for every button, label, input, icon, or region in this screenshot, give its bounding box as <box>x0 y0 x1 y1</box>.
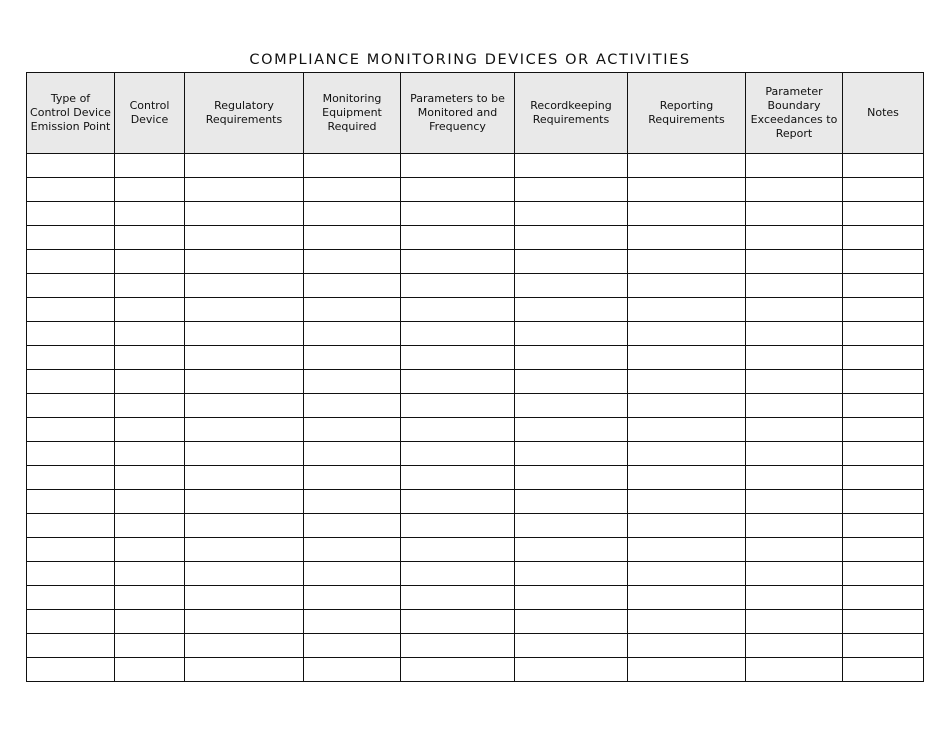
table-cell[interactable] <box>27 394 115 418</box>
table-cell[interactable] <box>304 610 401 634</box>
page-title: COMPLIANCE MONITORING DEVICES OR ACTIVITIES <box>249 52 691 68</box>
table-cell[interactable] <box>115 322 185 346</box>
table-cell[interactable] <box>115 466 185 490</box>
table-cell[interactable] <box>401 514 515 538</box>
table-cell[interactable] <box>746 586 843 610</box>
table-cell[interactable] <box>515 250 628 274</box>
table-cell[interactable] <box>27 610 115 634</box>
table-cell[interactable] <box>401 658 515 682</box>
table-cell[interactable] <box>115 418 185 442</box>
table-cell[interactable] <box>746 178 843 202</box>
header-label: Control Device <box>129 99 170 126</box>
table-body <box>27 154 924 682</box>
table-cell[interactable] <box>115 298 185 322</box>
table-cell[interactable] <box>27 538 115 562</box>
table-cell[interactable] <box>746 658 843 682</box>
table-cell[interactable] <box>746 370 843 394</box>
table-cell[interactable] <box>401 610 515 634</box>
table-cell[interactable] <box>27 442 115 466</box>
table-cell[interactable] <box>185 418 304 442</box>
table-cell[interactable] <box>304 490 401 514</box>
column-header-parameters-monitored <box>401 73 515 154</box>
table-row <box>27 466 924 490</box>
table-cell[interactable] <box>843 538 924 562</box>
table-cell[interactable] <box>515 346 628 370</box>
table-cell[interactable] <box>304 514 401 538</box>
table-cell[interactable] <box>185 538 304 562</box>
table-cell[interactable] <box>185 298 304 322</box>
table-row <box>27 514 924 538</box>
table-cell[interactable] <box>304 466 401 490</box>
table-cell[interactable] <box>27 202 115 226</box>
table-cell[interactable] <box>515 490 628 514</box>
table-cell[interactable] <box>401 322 515 346</box>
table-cell[interactable] <box>304 658 401 682</box>
table-cell[interactable] <box>843 394 924 418</box>
table-cell[interactable] <box>746 250 843 274</box>
table-cell[interactable] <box>185 370 304 394</box>
table-cell[interactable] <box>115 442 185 466</box>
table-cell[interactable] <box>515 610 628 634</box>
table-cell[interactable] <box>304 538 401 562</box>
table-cell[interactable] <box>185 346 304 370</box>
table-cell[interactable] <box>115 658 185 682</box>
table-cell[interactable] <box>515 634 628 658</box>
table-cell[interactable] <box>304 634 401 658</box>
table-cell[interactable] <box>401 466 515 490</box>
table-cell[interactable] <box>628 586 746 610</box>
table-cell[interactable] <box>746 610 843 634</box>
table-cell[interactable] <box>746 346 843 370</box>
table-cell[interactable] <box>304 370 401 394</box>
table-cell[interactable] <box>304 202 401 226</box>
table-cell[interactable] <box>304 274 401 298</box>
table-cell[interactable] <box>843 562 924 586</box>
table-cell[interactable] <box>185 634 304 658</box>
table-cell[interactable] <box>115 346 185 370</box>
table-cell[interactable] <box>401 298 515 322</box>
header-label: Reporting Requirements <box>648 99 725 126</box>
table-cell[interactable] <box>304 562 401 586</box>
table-cell[interactable] <box>515 298 628 322</box>
table-cell[interactable] <box>628 346 746 370</box>
table-cell[interactable] <box>115 538 185 562</box>
table-cell[interactable] <box>27 586 115 610</box>
table-cell[interactable] <box>115 394 185 418</box>
table-cell[interactable] <box>746 226 843 250</box>
table-cell[interactable] <box>746 514 843 538</box>
header-row <box>27 73 924 154</box>
table-cell[interactable] <box>185 154 304 178</box>
table-cell[interactable] <box>115 634 185 658</box>
table-cell[interactable] <box>628 322 746 346</box>
table-cell[interactable] <box>515 370 628 394</box>
table-cell[interactable] <box>401 226 515 250</box>
table-cell[interactable] <box>515 562 628 586</box>
table-cell[interactable] <box>746 202 843 226</box>
column-header-notes <box>843 73 924 154</box>
table-cell[interactable] <box>628 562 746 586</box>
table-cell[interactable] <box>843 322 924 346</box>
table-row <box>27 490 924 514</box>
table-cell[interactable] <box>304 394 401 418</box>
table-cell[interactable] <box>115 154 185 178</box>
table-cell[interactable] <box>401 562 515 586</box>
table-cell[interactable] <box>746 634 843 658</box>
table-cell[interactable] <box>27 634 115 658</box>
column-header-monitoring-equipment <box>304 73 401 154</box>
table-cell[interactable] <box>27 250 115 274</box>
table-row <box>27 154 924 178</box>
table-cell[interactable] <box>401 634 515 658</box>
table-cell[interactable] <box>185 226 304 250</box>
table-cell[interactable] <box>401 370 515 394</box>
table-cell[interactable] <box>515 154 628 178</box>
table-cell[interactable] <box>843 514 924 538</box>
table-cell[interactable] <box>304 442 401 466</box>
table-row <box>27 562 924 586</box>
column-header-reporting <box>628 73 746 154</box>
table-cell[interactable] <box>515 658 628 682</box>
table-cell[interactable] <box>746 298 843 322</box>
column-header-recordkeeping <box>515 73 628 154</box>
column-header-control-device <box>115 73 185 154</box>
table-cell[interactable] <box>843 298 924 322</box>
table-cell[interactable] <box>27 226 115 250</box>
table-cell[interactable] <box>746 490 843 514</box>
table-cell[interactable] <box>843 274 924 298</box>
table-cell[interactable] <box>27 154 115 178</box>
table-cell[interactable] <box>185 274 304 298</box>
table-cell[interactable] <box>401 202 515 226</box>
table-cell[interactable] <box>628 658 746 682</box>
table-cell[interactable] <box>746 394 843 418</box>
table-cell[interactable] <box>115 490 185 514</box>
table-cell[interactable] <box>843 154 924 178</box>
table-cell[interactable] <box>746 538 843 562</box>
header-label: Recordkeeping Requirements <box>530 99 612 126</box>
table-cell[interactable] <box>401 538 515 562</box>
table-cell[interactable] <box>746 154 843 178</box>
table-cell[interactable] <box>628 442 746 466</box>
table-cell[interactable] <box>185 514 304 538</box>
table-row <box>27 178 924 202</box>
table-row <box>27 442 924 466</box>
table-cell[interactable] <box>401 178 515 202</box>
table-cell[interactable] <box>115 610 185 634</box>
header-label: Parameters to be Monitored and Frequency <box>410 92 505 133</box>
table-cell[interactable] <box>515 418 628 442</box>
table-cell[interactable] <box>628 370 746 394</box>
table-row <box>27 322 924 346</box>
header-label: Regulatory Requirements <box>205 99 283 126</box>
table-cell[interactable] <box>115 370 185 394</box>
table-cell[interactable] <box>185 562 304 586</box>
table-row <box>27 298 924 322</box>
table-cell[interactable] <box>843 370 924 394</box>
table-cell[interactable] <box>27 322 115 346</box>
column-header-regulatory-requirements <box>185 73 304 154</box>
table-cell[interactable] <box>115 514 185 538</box>
table-cell[interactable] <box>746 466 843 490</box>
table-cell[interactable] <box>185 586 304 610</box>
table-row <box>27 250 924 274</box>
table-cell[interactable] <box>27 298 115 322</box>
table-cell[interactable] <box>843 634 924 658</box>
table-cell[interactable] <box>746 562 843 586</box>
table-cell[interactable] <box>628 394 746 418</box>
table-cell[interactable] <box>27 490 115 514</box>
table-cell[interactable] <box>304 322 401 346</box>
table-cell[interactable] <box>185 658 304 682</box>
table-row <box>27 226 924 250</box>
table-cell[interactable] <box>515 538 628 562</box>
table-cell[interactable] <box>304 178 401 202</box>
table-cell[interactable] <box>628 514 746 538</box>
table-cell[interactable] <box>115 274 185 298</box>
table-cell[interactable] <box>843 442 924 466</box>
compliance-table <box>26 72 924 682</box>
table-cell[interactable] <box>185 610 304 634</box>
table-cell[interactable] <box>27 514 115 538</box>
table-cell[interactable] <box>843 466 924 490</box>
table-cell[interactable] <box>115 586 185 610</box>
table-cell[interactable] <box>401 586 515 610</box>
table-cell[interactable] <box>515 466 628 490</box>
table-cell[interactable] <box>746 442 843 466</box>
column-header-boundary-exceedances <box>746 73 843 154</box>
table-cell[interactable] <box>401 490 515 514</box>
table-cell[interactable] <box>27 274 115 298</box>
table-cell[interactable] <box>843 490 924 514</box>
table-cell[interactable] <box>628 274 746 298</box>
table-cell[interactable] <box>628 538 746 562</box>
table-cell[interactable] <box>185 322 304 346</box>
table-cell[interactable] <box>843 178 924 202</box>
table-cell[interactable] <box>843 226 924 250</box>
table-cell[interactable] <box>746 322 843 346</box>
table-cell[interactable] <box>115 562 185 586</box>
table-cell[interactable] <box>628 466 746 490</box>
table-cell[interactable] <box>304 418 401 442</box>
table-row <box>27 586 924 610</box>
table-row <box>27 538 924 562</box>
table-cell[interactable] <box>628 226 746 250</box>
table-cell[interactable] <box>115 250 185 274</box>
table-cell[interactable] <box>843 202 924 226</box>
table-cell[interactable] <box>27 658 115 682</box>
table-cell[interactable] <box>27 466 115 490</box>
table-cell[interactable] <box>843 250 924 274</box>
table-cell[interactable] <box>401 274 515 298</box>
table-cell[interactable] <box>27 562 115 586</box>
table-cell[interactable] <box>304 226 401 250</box>
table-cell[interactable] <box>185 394 304 418</box>
column-header-type-of-control-device <box>27 73 115 154</box>
table-row <box>27 370 924 394</box>
table-row <box>27 394 924 418</box>
table-cell[interactable] <box>515 514 628 538</box>
table-cell[interactable] <box>628 490 746 514</box>
table-cell[interactable] <box>401 394 515 418</box>
table-cell[interactable] <box>401 442 515 466</box>
table-row <box>27 202 924 226</box>
table-cell[interactable] <box>515 202 628 226</box>
table-cell[interactable] <box>401 154 515 178</box>
table-cell[interactable] <box>515 442 628 466</box>
table-row <box>27 658 924 682</box>
table-row <box>27 418 924 442</box>
table-cell[interactable] <box>401 346 515 370</box>
table-row <box>27 610 924 634</box>
table-cell[interactable] <box>304 346 401 370</box>
table-cell[interactable] <box>115 178 185 202</box>
table-row <box>27 634 924 658</box>
table-cell[interactable] <box>304 154 401 178</box>
table-cell[interactable] <box>843 346 924 370</box>
header-label: Monitoring Equipment Required <box>322 92 382 133</box>
table-cell[interactable] <box>27 346 115 370</box>
header-label: Notes <box>867 106 899 119</box>
table-cell[interactable] <box>746 274 843 298</box>
table-cell[interactable] <box>515 226 628 250</box>
table-cell[interactable] <box>628 418 746 442</box>
table-cell[interactable] <box>27 370 115 394</box>
table-cell[interactable] <box>628 202 746 226</box>
table-cell[interactable] <box>515 274 628 298</box>
table-cell[interactable] <box>628 634 746 658</box>
table-cell[interactable] <box>185 202 304 226</box>
table-cell[interactable] <box>843 586 924 610</box>
table-cell[interactable] <box>746 418 843 442</box>
table-cell[interactable] <box>628 154 746 178</box>
table-cell[interactable] <box>843 418 924 442</box>
table-cell[interactable] <box>515 178 628 202</box>
table-cell[interactable] <box>515 394 628 418</box>
header-label: Type of Control Device Emission Point <box>30 92 111 133</box>
table-cell[interactable] <box>515 586 628 610</box>
table-cell[interactable] <box>628 250 746 274</box>
table-cell[interactable] <box>628 178 746 202</box>
table-cell[interactable] <box>401 250 515 274</box>
table-cell[interactable] <box>185 490 304 514</box>
table-row <box>27 346 924 370</box>
table-cell[interactable] <box>628 610 746 634</box>
table-cell[interactable] <box>27 178 115 202</box>
table-cell[interactable] <box>115 202 185 226</box>
table-cell[interactable] <box>185 250 304 274</box>
table-cell[interactable] <box>628 298 746 322</box>
table-row <box>27 274 924 298</box>
table-cell[interactable] <box>304 586 401 610</box>
table-cell[interactable] <box>27 418 115 442</box>
table-cell[interactable] <box>515 322 628 346</box>
table-cell[interactable] <box>185 442 304 466</box>
table-cell[interactable] <box>304 298 401 322</box>
table-cell[interactable] <box>843 610 924 634</box>
table-cell[interactable] <box>185 178 304 202</box>
table-cell[interactable] <box>401 418 515 442</box>
table-cell[interactable] <box>185 466 304 490</box>
table-cell[interactable] <box>115 226 185 250</box>
table-cell[interactable] <box>843 658 924 682</box>
header-label: Parameter Boundary Exceedances to Report <box>750 85 838 140</box>
table-cell[interactable] <box>304 250 401 274</box>
